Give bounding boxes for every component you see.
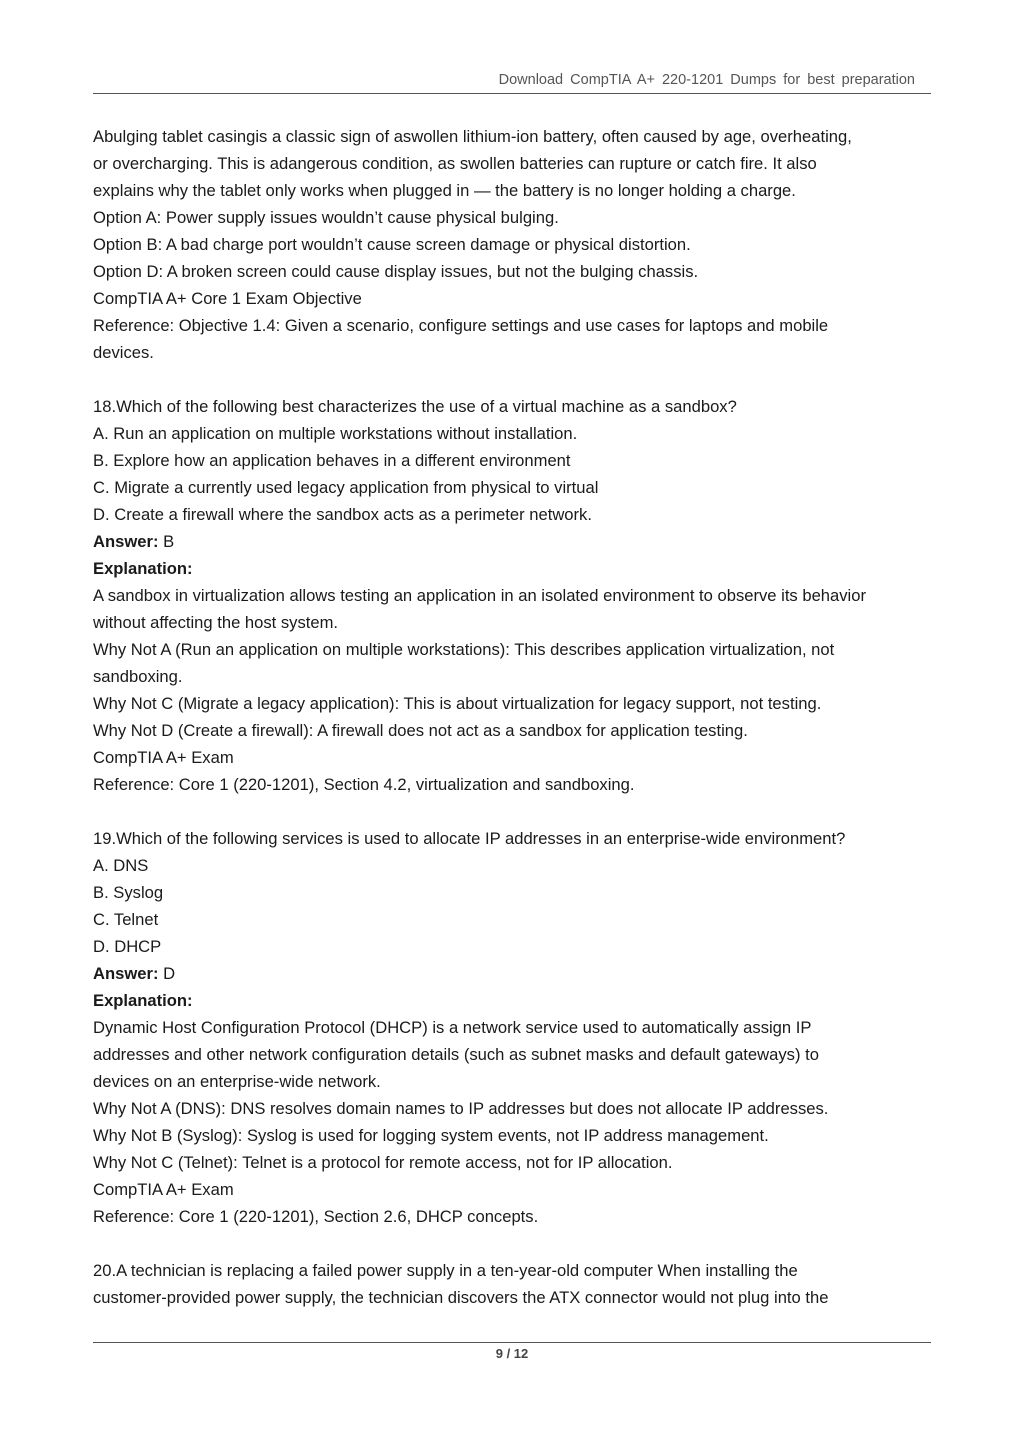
question-stem: 18.Which of the following best characterizes the use of a virtual machine as a sandbox? <box>93 397 737 416</box>
question-20 <box>93 1257 933 1311</box>
explanation-line: Why Not A (Run an application on multiple workstations): This describes application virtualization, not <box>93 640 835 659</box>
answer-value: D <box>158 964 176 983</box>
answer-option: D. Create a firewall where the sandbox acts as a perimeter network. <box>93 505 592 524</box>
text-line: Option A: Power supply issues wouldn’t cause physical bulging. <box>93 208 559 227</box>
explanation-line: Why Not C (Telnet): Telnet is a protocol for remote access, not for IP allocation. <box>93 1153 673 1172</box>
explanation-line: Reference: Core 1 (220-1201), Section 2.6, DHCP concepts. <box>93 1207 539 1226</box>
answer-label: Answer: <box>93 964 159 983</box>
footer-divider <box>93 1342 931 1343</box>
question-stem: 20.A technician is replacing a failed power supply in a ten-year-old computer When installing the <box>93 1261 798 1280</box>
text-line: CompTIA A+ Core 1 Exam Objective <box>93 289 362 308</box>
answer-value: B <box>158 532 175 551</box>
explanation-line: Why Not B (Syslog): Syslog is used for logging system events, not IP address management. <box>93 1126 769 1145</box>
spacer <box>93 366 933 393</box>
page-header: Download CompTIA A+ 220-1201 Dumps for best preparation <box>498 72 915 88</box>
explanation-line: A sandbox in virtualization allows testing an application in an isolated environment to observe its behavior <box>93 586 866 605</box>
explanation-line: CompTIA A+ Exam <box>93 748 234 767</box>
explanation-line: sandboxing. <box>93 667 183 686</box>
document-body <box>93 123 933 1311</box>
text-line: Abulging tablet casingis a classic sign of aswollen lithium-ion battery, often caused by age, overheating, <box>93 127 852 146</box>
text-line: devices. <box>93 343 154 362</box>
explanation-label: Explanation: <box>93 991 193 1010</box>
answer-option: B. Explore how an application behaves in a different environment <box>93 451 571 470</box>
answer-option: C. Migrate a currently used legacy application from physical to virtual <box>93 478 599 497</box>
explanation-label: Explanation: <box>93 559 193 578</box>
spacer <box>93 798 933 825</box>
explanation-line: devices on an enterprise-wide network. <box>93 1072 381 1091</box>
answer-label: Answer: <box>93 532 159 551</box>
explanation-line: Why Not A (DNS): DNS resolves domain names to IP addresses but does not allocate IP addresses. <box>93 1099 829 1118</box>
text-line: explains why the tablet only works when plugged in — the battery is no longer holding a charge. <box>93 181 796 200</box>
explanation-line: CompTIA A+ Exam <box>93 1180 234 1199</box>
answer-line <box>93 960 933 987</box>
explanation-line: Reference: Core 1 (220-1201), Section 4.2, virtualization and sandboxing. <box>93 775 635 794</box>
explanation-line: without affecting the host system. <box>93 613 339 632</box>
explanation-line: addresses and other network configuration details (such as subnet masks and default gateways) to <box>93 1045 819 1064</box>
question-19 <box>93 825 933 1230</box>
text-line: Option B: A bad charge port wouldn’t cause screen damage or physical distortion. <box>93 235 691 254</box>
answer-option: B. Syslog <box>93 883 164 902</box>
explanation-line: Why Not D (Create a firewall): A firewall does not act as a sandbox for application testing. <box>93 721 748 740</box>
text-line: Option D: A broken screen could cause display issues, but not the bulging chassis. <box>93 262 699 281</box>
answer-option: D. DHCP <box>93 937 162 956</box>
spacer <box>93 1230 933 1257</box>
text-line: or overcharging. This is adangerous condition, as swollen batteries can rupture or catch fire. It also <box>93 154 817 173</box>
page-number: 9 / 12 <box>495 1346 529 1361</box>
answer-option: C. Telnet <box>93 910 159 929</box>
text-line: Reference: Objective 1.4: Given a scenario, configure settings and use cases for laptops and mobile <box>93 316 829 335</box>
question-stem: customer-provided power supply, the technician discovers the ATX connector would not plug into the <box>93 1288 829 1307</box>
answer-option: A. DNS <box>93 856 149 875</box>
q17-explanation-continued <box>93 123 933 366</box>
explanation-line: Why Not C (Migrate a legacy application): This is about virtualization for legacy support, not testing. <box>93 694 822 713</box>
question-stem: 19.Which of the following services is used to allocate IP addresses in an enterprise-wide environment? <box>93 829 846 848</box>
answer-option: A. Run an application on multiple workstations without installation. <box>93 424 578 443</box>
question-18 <box>93 393 933 798</box>
header-divider <box>93 93 931 94</box>
answer-line <box>93 528 933 555</box>
explanation-line: Dynamic Host Configuration Protocol (DHCP) is a network service used to automatically assign IP <box>93 1018 812 1037</box>
